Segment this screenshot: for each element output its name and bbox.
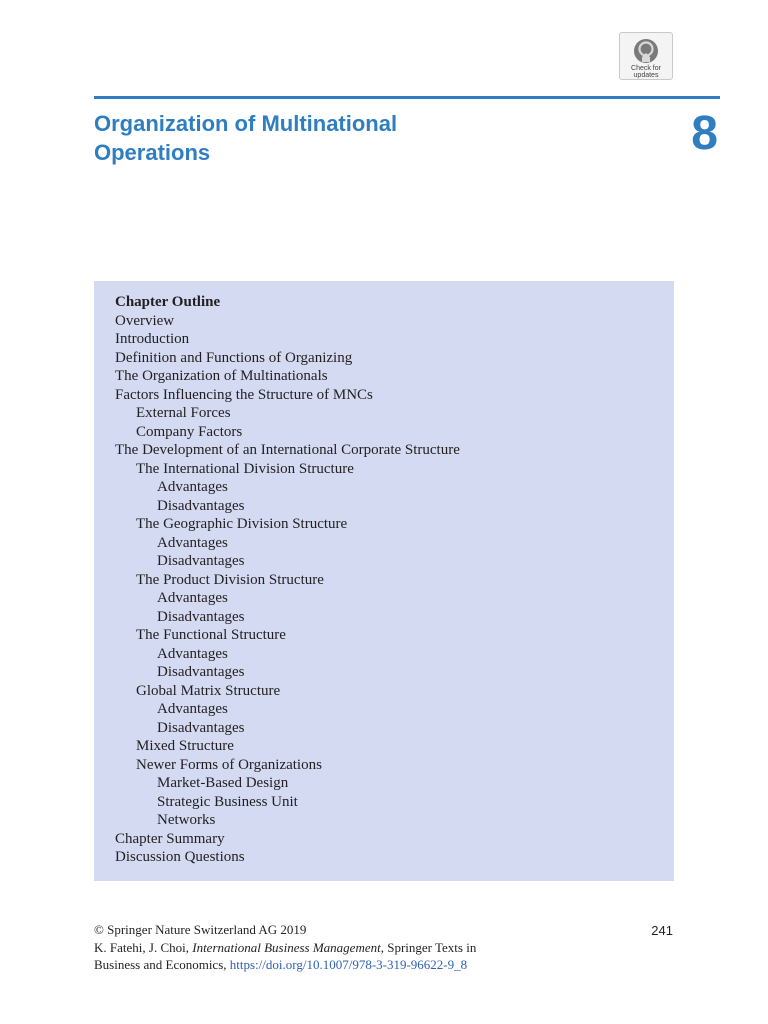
outline-item: Advantages: [157, 645, 228, 662]
outline-item: Advantages: [157, 479, 228, 495]
outline-item: Disadvantages: [157, 497, 245, 514]
check-for-updates-label: [620, 65, 672, 79]
chapter-rule: [94, 96, 720, 99]
outline-item: Mixed Structure: [136, 738, 234, 754]
outline-item: The Product Division Structure: [136, 571, 324, 588]
outline-item: Advantages: [157, 534, 228, 551]
outline-item: Disadvantages: [157, 553, 245, 569]
outline-item: Advantages: [157, 590, 228, 606]
outline-item: Newer Forms of Organizations: [136, 756, 322, 773]
citation-series-part1: , Springer Texts in: [380, 939, 477, 955]
outline-item: The Functional Structure: [136, 627, 286, 643]
outline-item: Strategic Business Unit: [157, 793, 298, 810]
citation-series-part2: Business and Economics,: [94, 957, 230, 972]
outline-item: Networks: [157, 812, 216, 828]
check-for-updates-badge[interactable]: [619, 32, 673, 80]
chapter-title-line2: Operations: [94, 140, 211, 165]
outline-item: The Development of an International Corporate Structure: [115, 442, 460, 458]
outline-item: Advantages: [157, 701, 228, 717]
outline-item: Overview: [115, 312, 175, 329]
outline-item: Company Factors: [136, 423, 243, 440]
citation-line-2: [94, 956, 674, 974]
outline-item: The Geographic Division Structure: [136, 516, 348, 532]
badge-label-line1: Check for: [631, 65, 661, 72]
outline-item: Chapter Summary: [115, 830, 225, 847]
check-for-updates-icon: [633, 38, 659, 64]
page-number: 241: [651, 923, 673, 938]
outline-item: Global Matrix Structure: [136, 682, 281, 699]
outline-item: Definition and Functions of Organizing: [115, 349, 353, 366]
chapter-outline-box: [94, 281, 674, 881]
outline-item: The Organization of Multinationals: [115, 368, 328, 384]
chapter-title: [94, 109, 614, 167]
citation-authors: K. Fatehi, J. Choi,: [94, 939, 193, 955]
citation-book-title: International Business Management: [192, 939, 381, 955]
outline-item: Introduction: [115, 331, 190, 347]
outline-item: Disadvantages: [157, 719, 245, 736]
outline-item: Discussion Questions: [115, 849, 245, 865]
outline-item: Disadvantages: [157, 608, 245, 625]
chapter-outline-heading: Chapter Outline: [115, 294, 221, 310]
chapter-title-line1: Organization of Multinational: [94, 111, 398, 136]
chapter-number: 8: [691, 107, 718, 160]
citation-line: [94, 939, 674, 957]
doi-link[interactable]: https://doi.org/10.1007/978-3-319-96622-9_8: [229, 957, 468, 972]
outline-item: External Forces: [136, 405, 231, 421]
outline-item: Disadvantages: [157, 664, 245, 680]
copyright-line: © Springer Nature Switzerland AG 2019: [94, 922, 307, 937]
outline-item: The International Division Structure: [136, 460, 354, 477]
outline-item: Factors Influencing the Structure of MNCs: [115, 386, 373, 403]
footer-citation: [94, 921, 674, 974]
outline-item: Market-Based Design: [157, 775, 289, 791]
chapter-outline-list: [115, 312, 674, 867]
badge-label-line2: updates: [633, 72, 659, 79]
